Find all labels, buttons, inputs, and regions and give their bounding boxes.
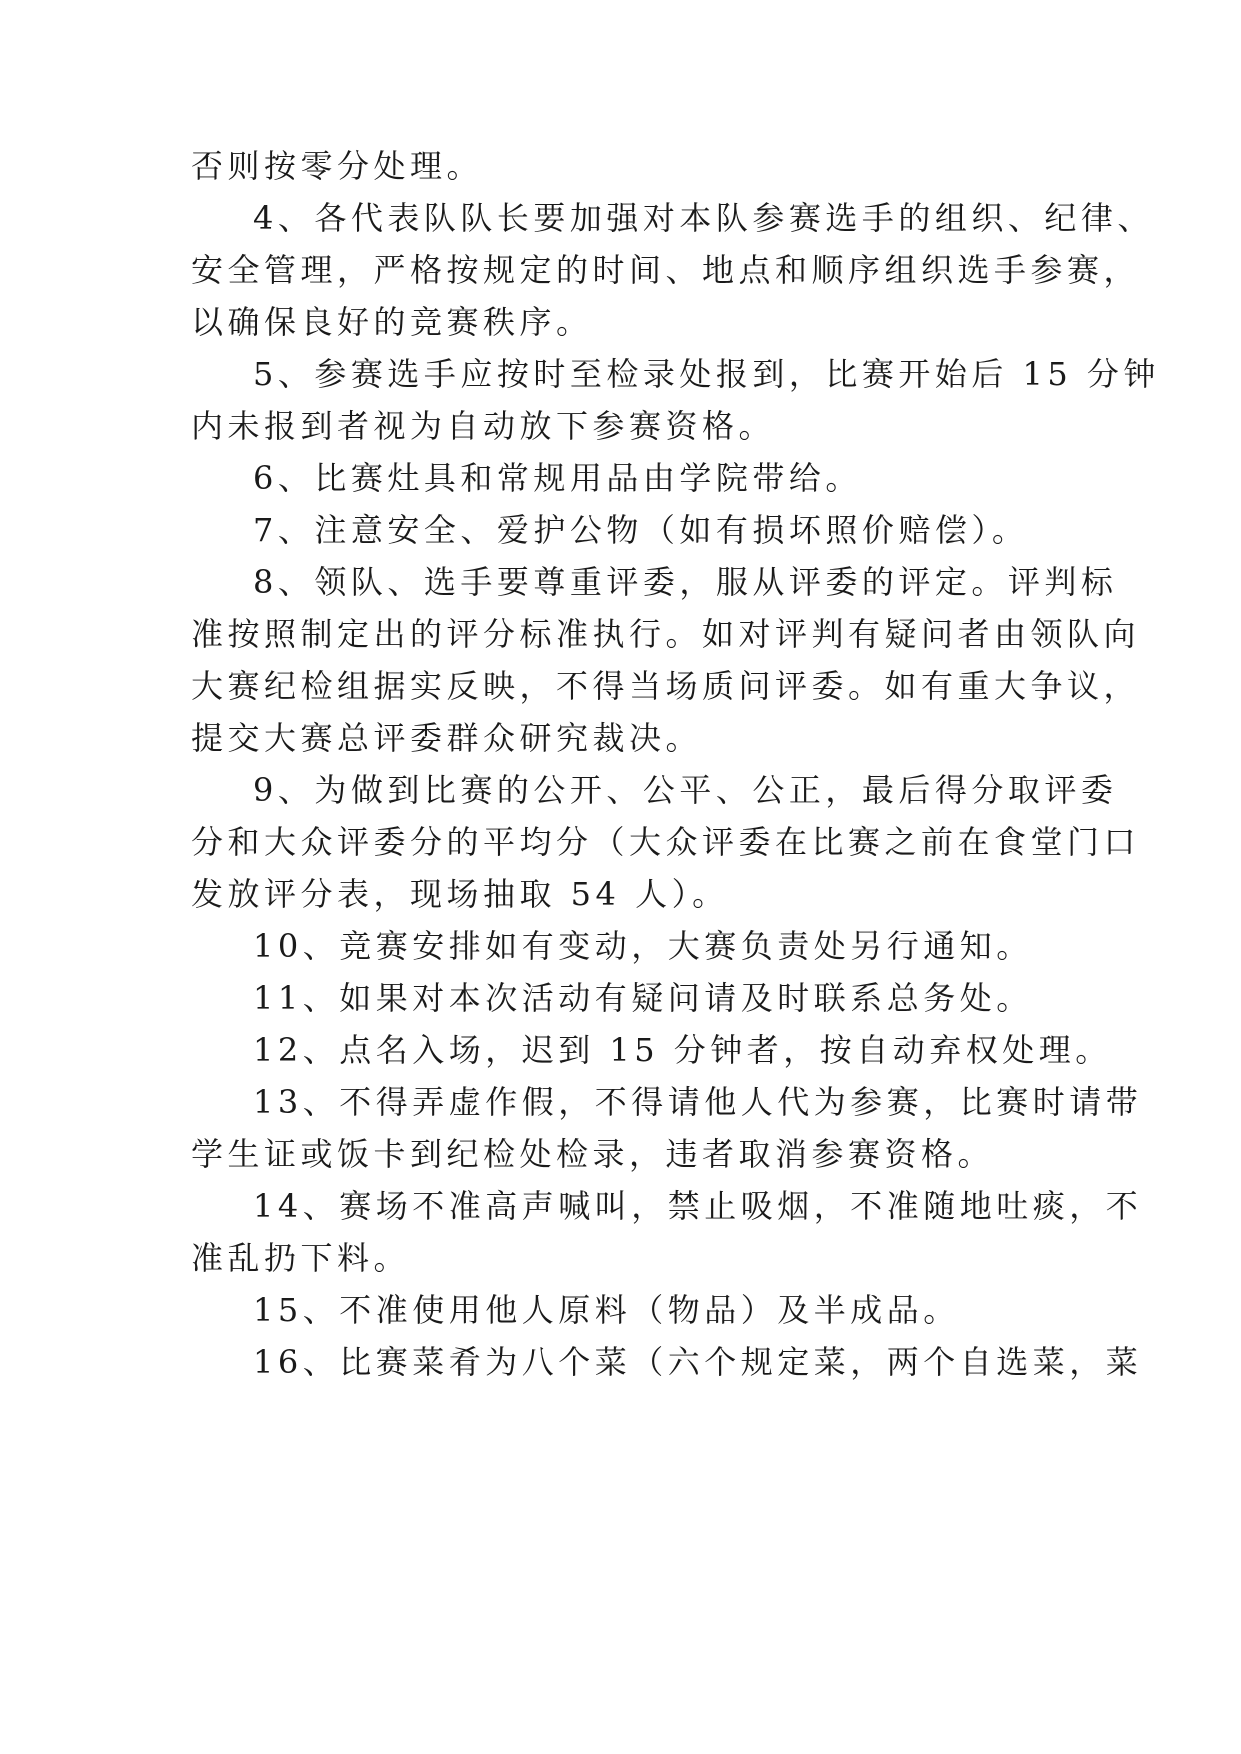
rule-4-line-3: 以确保良好的竞赛秩序。 — [191, 303, 593, 341]
rule-14-line-1: 14、赛场不准高声喊叫，禁止吸烟，不准随地吐痰，不 — [253, 1187, 1143, 1225]
rule-8-line-3: 大赛纪检组据实反映，不得当场质问评委。如有重大争议， — [191, 667, 1141, 705]
rule-8-line-4: 提交大赛总评委群众研究裁决。 — [191, 719, 703, 757]
rule-10-line-1: 10、竞赛安排如有变动，大赛负责处另行通知。 — [253, 927, 1033, 965]
rule-4-line-1: 4、各代表队队长要加强对本队参赛选手的组织、纪律、 — [253, 199, 1154, 237]
rule-7-line-1: 7、注意安全、爱护公物（如有损坏照价赔偿）。 — [253, 511, 1029, 549]
rule-15-line-1: 15、不准使用他人原料（物品）及半成品。 — [253, 1291, 960, 1329]
rule-9-line-1: 9、为做到比赛的公开、公平、公正，最后得分取评委 — [253, 771, 1118, 809]
rule-4-line-2: 安全管理，严格按规定的时间、地点和顺序组织选手参赛， — [191, 251, 1141, 289]
rule-9-line-2: 分和大众评委分的平均分（大众评委在比赛之前在食堂门口 — [191, 823, 1141, 861]
rule-9-line-3: 发放评分表，现场抽取 54 人）。 — [191, 875, 729, 913]
rule-8-line-1: 8、领队、选手要尊重评委，服从评委的评定。评判标 — [253, 563, 1118, 601]
rule-5-line-1: 5、参赛选手应按时至检录处报到，比赛开始后 15 分钟 — [253, 355, 1160, 393]
rule-14-line-2: 准乱扔下料。 — [191, 1239, 411, 1277]
rule-8-line-2: 准按照制定出的评分标准执行。如对评判有疑问者由领队向 — [191, 615, 1141, 653]
rule-16-line-1: 16、比赛菜肴为八个菜（六个规定菜，两个自选菜，菜 — [253, 1343, 1143, 1381]
text-line: 否则按零分处理。 — [191, 147, 484, 185]
rule-13-line-2: 学生证或饭卡到纪检处检录，违者取消参赛资格。 — [191, 1135, 995, 1173]
rule-6-line-1: 6、比赛灶具和常规用品由学院带给。 — [253, 459, 862, 497]
rule-5-line-2: 内未报到者视为自动放下参赛资格。 — [191, 407, 776, 445]
rule-13-line-1: 13、不得弄虚作假，不得请他人代为参赛，比赛时请带 — [253, 1083, 1143, 1121]
rule-12-line-1: 12、点名入场，迟到 15 分钟者，按自动弃权处理。 — [253, 1031, 1112, 1069]
rule-11-line-1: 11、如果对本次活动有疑问请及时联系总务处。 — [253, 979, 1033, 1017]
